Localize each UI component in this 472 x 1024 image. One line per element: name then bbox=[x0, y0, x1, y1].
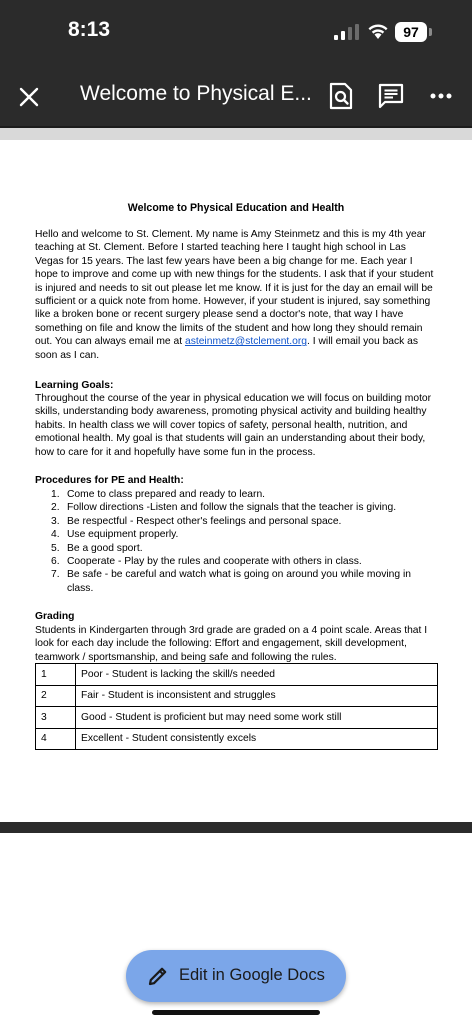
table-row bbox=[36, 728, 438, 750]
table-row bbox=[36, 685, 438, 707]
list-item bbox=[51, 515, 421, 528]
pencil-icon bbox=[146, 964, 170, 988]
list-number: 2. bbox=[51, 502, 60, 514]
wifi-icon bbox=[367, 22, 389, 40]
document-page[interactable] bbox=[0, 140, 472, 822]
close-icon[interactable] bbox=[14, 82, 44, 112]
battery-indicator: 97 bbox=[395, 22, 427, 42]
text-line: Vegas for 15 years. The last few years have been a big change for me. Each year I bbox=[35, 255, 413, 267]
edit-in-google-docs-button[interactable] bbox=[126, 950, 346, 1002]
grading-table bbox=[35, 663, 438, 750]
list-number: 6. bbox=[51, 556, 60, 568]
list-item bbox=[51, 568, 421, 595]
list-item bbox=[51, 555, 421, 568]
list-number: 5. bbox=[51, 542, 60, 554]
text-line bbox=[35, 335, 440, 348]
text-line: emotional health. My goal is that students will gain an understanding about their body, bbox=[35, 433, 426, 445]
table-cell-description: Fair - Student is inconsistent and struggles bbox=[76, 685, 438, 707]
battery-tip bbox=[429, 28, 432, 36]
list-item-text: Come to class prepared and ready to learn. bbox=[67, 489, 266, 500]
table-cell-score: 2 bbox=[36, 685, 76, 707]
list-item-text: Cooperate - Play by the rules and cooperate with others in class. bbox=[67, 556, 362, 568]
list-item bbox=[51, 501, 421, 514]
cellular-signal-icon bbox=[334, 24, 360, 40]
text-line: is injured and needs to sit out please let me know. If it is just for the day an email will be bbox=[35, 282, 433, 294]
text-line: habits. In health class we will cover topics of safety, personal health, nutrition, and bbox=[35, 419, 408, 431]
table-cell-description: Poor - Student is lacking the skill/s needed bbox=[76, 664, 438, 686]
table-cell-description: Excellent - Student consistently excels bbox=[76, 728, 438, 750]
home-indicator[interactable] bbox=[152, 1010, 320, 1015]
learning-goals-heading: Learning Goals: bbox=[35, 380, 114, 391]
text-line: hope to improve and come up with new things for the students. I ask that if your student bbox=[35, 269, 434, 281]
document-heading: Welcome to Physical Education and Health bbox=[127, 202, 345, 214]
app-bar bbox=[0, 64, 472, 128]
text-line: teaching at St. Clement. Before I started teaching here I taught high school in Las bbox=[35, 242, 406, 254]
text-line: Throughout the course of the year in physical education we will focus on building motor bbox=[35, 393, 432, 404]
procedures-list bbox=[51, 488, 421, 595]
page-gap bbox=[0, 128, 472, 140]
list-item-text: Be a good sport. bbox=[67, 542, 143, 554]
table-row bbox=[36, 707, 438, 729]
text-line: Hello and welcome to St. Clement. My name is Amy Steinmetz and this is my 4th year bbox=[35, 229, 426, 240]
find-in-doc-icon[interactable] bbox=[328, 82, 354, 110]
intro-paragraph bbox=[35, 228, 440, 362]
text-line: Students in Kindergarten through 3rd grade are graded on a 4 point scale. Areas that I bbox=[35, 625, 428, 636]
text-line: skills, understanding body awareness, promoting physical activity and building healthy bbox=[35, 406, 427, 418]
status-time: 8:13 bbox=[68, 18, 111, 41]
procedures-heading: Procedures for PE and Health: bbox=[35, 475, 184, 486]
more-horizontal-icon[interactable] bbox=[428, 86, 454, 106]
list-number: 7. bbox=[51, 569, 60, 581]
text-line: teamwork / sportsmanship, and being safe and following the rules. bbox=[35, 651, 337, 663]
page-divider bbox=[0, 822, 472, 833]
grading-heading: Grading bbox=[35, 611, 75, 622]
text-segment: . I will email you back as bbox=[307, 336, 419, 348]
text-line: sufficient or a quick note from home. However, if your student is injured, say something bbox=[35, 296, 431, 308]
edit-button-label: Edit in Google Docs bbox=[179, 966, 325, 984]
list-number: 3. bbox=[51, 515, 60, 527]
list-item-text: Be respectful - Respect other's feelings and personal space. bbox=[67, 515, 342, 527]
text-line: something on file and know the limits of the student and how long they should remain bbox=[35, 322, 423, 334]
table-cell-score: 4 bbox=[36, 728, 76, 750]
text-line: soon as I can. bbox=[35, 349, 100, 361]
text-line: like a broken bone or recent surgery please send a doctor's note, that way I have bbox=[35, 309, 404, 321]
list-number: 4. bbox=[51, 529, 60, 541]
learning-goals-paragraph bbox=[35, 392, 440, 459]
status-bar bbox=[0, 0, 472, 64]
list-item bbox=[51, 542, 421, 555]
table-cell-description: Good - Student is proficient but may need some work still bbox=[76, 707, 438, 729]
email-link[interactable]: asteinmetz@stclement.org bbox=[184, 336, 308, 348]
list-number: 1. bbox=[51, 489, 60, 500]
grading-paragraph bbox=[35, 624, 440, 664]
text-line: look for each day include the following: Effort and engagement, skill development, bbox=[35, 638, 407, 650]
list-item bbox=[51, 488, 421, 501]
text-line: how to care for it and hopefully have some fun in the process. bbox=[35, 446, 316, 458]
table-row bbox=[36, 664, 438, 686]
table-cell-score: 1 bbox=[36, 664, 76, 686]
list-item-text: Be safe - be careful and watch what is going on around you while moving in class. bbox=[67, 569, 412, 594]
comments-icon[interactable] bbox=[378, 83, 404, 109]
list-item-text: Use equipment properly. bbox=[67, 529, 179, 541]
document-title: Welcome to Physical E... bbox=[80, 82, 312, 105]
table-cell-score: 3 bbox=[36, 707, 76, 729]
text-segment: out. You can always email me at bbox=[35, 336, 185, 348]
list-item-text: Follow directions -Listen and follow the signals that the teacher is giving. bbox=[67, 502, 397, 514]
list-item bbox=[51, 528, 421, 541]
